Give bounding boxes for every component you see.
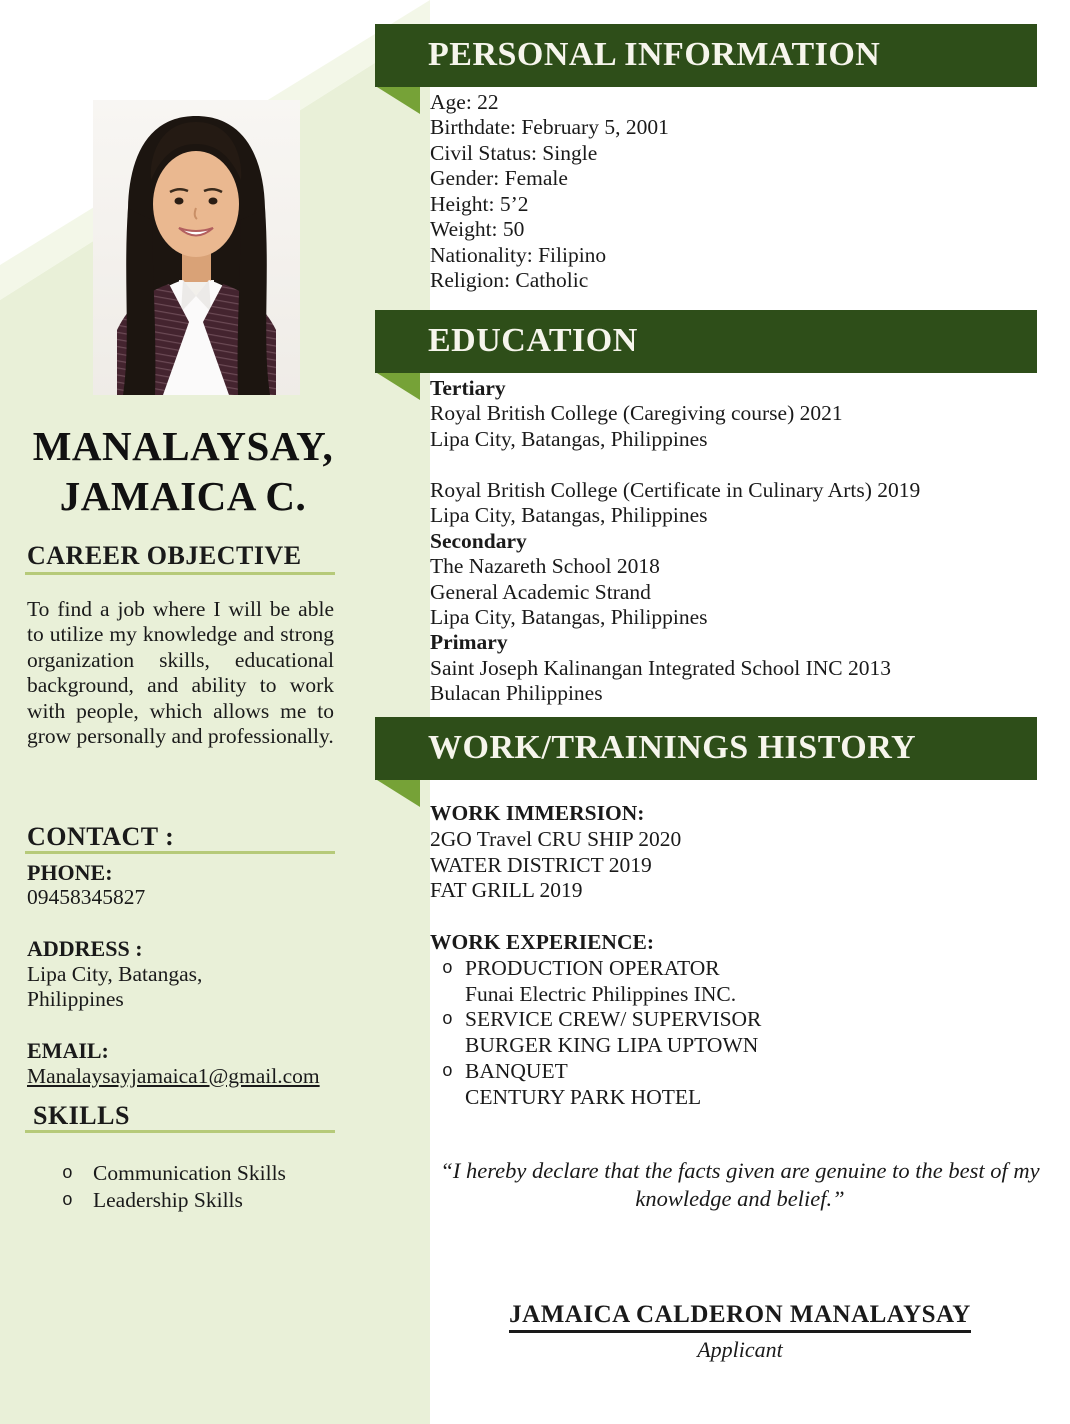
circle-bullet-icon: o [62,1190,73,1211]
signature-name-text: JAMAICA CALDERON MANALAYSAY [509,1301,971,1333]
education-line: General Academic Strand [430,579,651,604]
education-line [430,452,920,477]
personal-info-line: Age: 22 [430,90,499,114]
applicant-surname: MANALAYSAY, [32,423,334,469]
skills-rule [25,1130,335,1133]
education-line: Saint Joseph Kalinangan Integrated School INC 2013 [430,655,891,680]
role-label: PRODUCTION OPERATOR [465,955,720,980]
role-label: SERVICE CREW/ SUPERVISOR [465,1007,762,1032]
declaration-text: “I hereby declare that the facts given are genuine to the best of my knowledge and belief.” [440,1158,1040,1211]
personal-info-line: Civil Status: Single [430,140,598,165]
work-history-block [430,801,761,1111]
skill-item-label: Communication Skills [93,1161,286,1185]
applicant-firstname: JAMAICA C. [59,473,307,519]
work-experience-org: BURGER KING LIPA UPTOWN [465,1033,759,1058]
circle-bullet-icon: o [442,1061,453,1082]
contact-block [27,860,320,1089]
skill-item [27,1160,286,1187]
personal-info-line: Height: 5’2 [430,191,529,216]
personal-info-line: Birthdate: February 5, 2001 [430,115,669,140]
email-label: EMAIL: [27,1038,109,1064]
work-immersion-line: 2GO Travel CRU SHIP 2020 [430,826,682,851]
address-line1: Lipa City, Batangas, [27,961,203,986]
circle-bullet-icon: o [62,1164,73,1184]
work-experience-label: WORK EXPERIENCE: [430,929,654,954]
email-link[interactable]: Manalaysayjamaica1@gmail.com [27,1063,320,1088]
personal-information-header [375,24,1037,87]
education-line: Royal British College (Certificate in Culinary Arts) 2019 [430,477,921,502]
work-experience-org: CENTURY PARK HOTEL [465,1084,702,1109]
address-line2: Philippines [27,987,124,1012]
personal-information-title: PERSONAL INFORMATION [428,36,881,73]
personal-information-block [430,90,669,294]
applicant-name [8,421,358,521]
education-line: Lipa City, Batangas, Philippines [430,503,708,528]
personal-info-line: Gender: Female [430,166,568,191]
circle-bullet-icon: o [442,958,453,979]
education-line: Royal British College (Caregiving course) 2021 [430,401,843,426]
work-experience-org: Funai Electric Philippines INC. [465,981,737,1006]
career-objective-text: To find a job where I will be able to utilize my knowledge and strong organization skills, educational background, and ability to work with people, which allows me to grow personally and professionally. [27,597,334,749]
skill-item-label: Leadership Skills [93,1187,243,1212]
phone-value: 09458345827 [27,885,146,910]
signature-name [440,1301,1040,1333]
work-experience-role [430,956,761,982]
education-line: The Nazareth School 2018 [430,554,660,579]
work-experience-role [430,1059,761,1085]
work-history-title: WORK/TRAININGS HISTORY [428,729,917,766]
role-label: BANQUET [465,1058,568,1083]
education-header [375,310,1037,373]
signature-role: Applicant [697,1337,783,1362]
work-immersion-line: WATER DISTRICT 2019 [430,852,652,877]
career-objective-title: CAREER OBJECTIVE [27,541,302,570]
skills-list [27,1160,286,1213]
circle-bullet-icon: o [442,1010,453,1031]
personal-info-line: Nationality: Filipino [430,242,607,267]
education-line: Bulacan Philippines [430,681,603,706]
education-line: Primary [430,630,508,655]
personal-info-line: Religion: Catholic [430,268,589,293]
work-experience-role [430,1007,761,1033]
phone-label: PHONE: [27,860,113,885]
education-line: Tertiary [430,376,506,400]
education-line: Lipa City, Batangas, Philippines [430,604,708,629]
education-line: Secondary [430,528,527,553]
skills-title: SKILLS [33,1101,130,1130]
contact-title: CONTACT : [27,822,175,851]
work-immersion-line: FAT GRILL 2019 [430,878,583,903]
personal-info-line: Weight: 50 [430,217,525,242]
contact-rule [25,851,335,854]
work-history-header [375,717,1037,780]
education-title: EDUCATION [428,322,638,359]
applicant-photo [93,100,300,395]
skill-item [27,1187,286,1214]
education-line: Lipa City, Batangas, Philippines [430,426,708,451]
address-label: ADDRESS : [27,936,143,962]
education-block [430,376,920,707]
career-objective-rule [25,572,335,575]
work-immersion-label: WORK IMMERSION: [430,801,645,825]
